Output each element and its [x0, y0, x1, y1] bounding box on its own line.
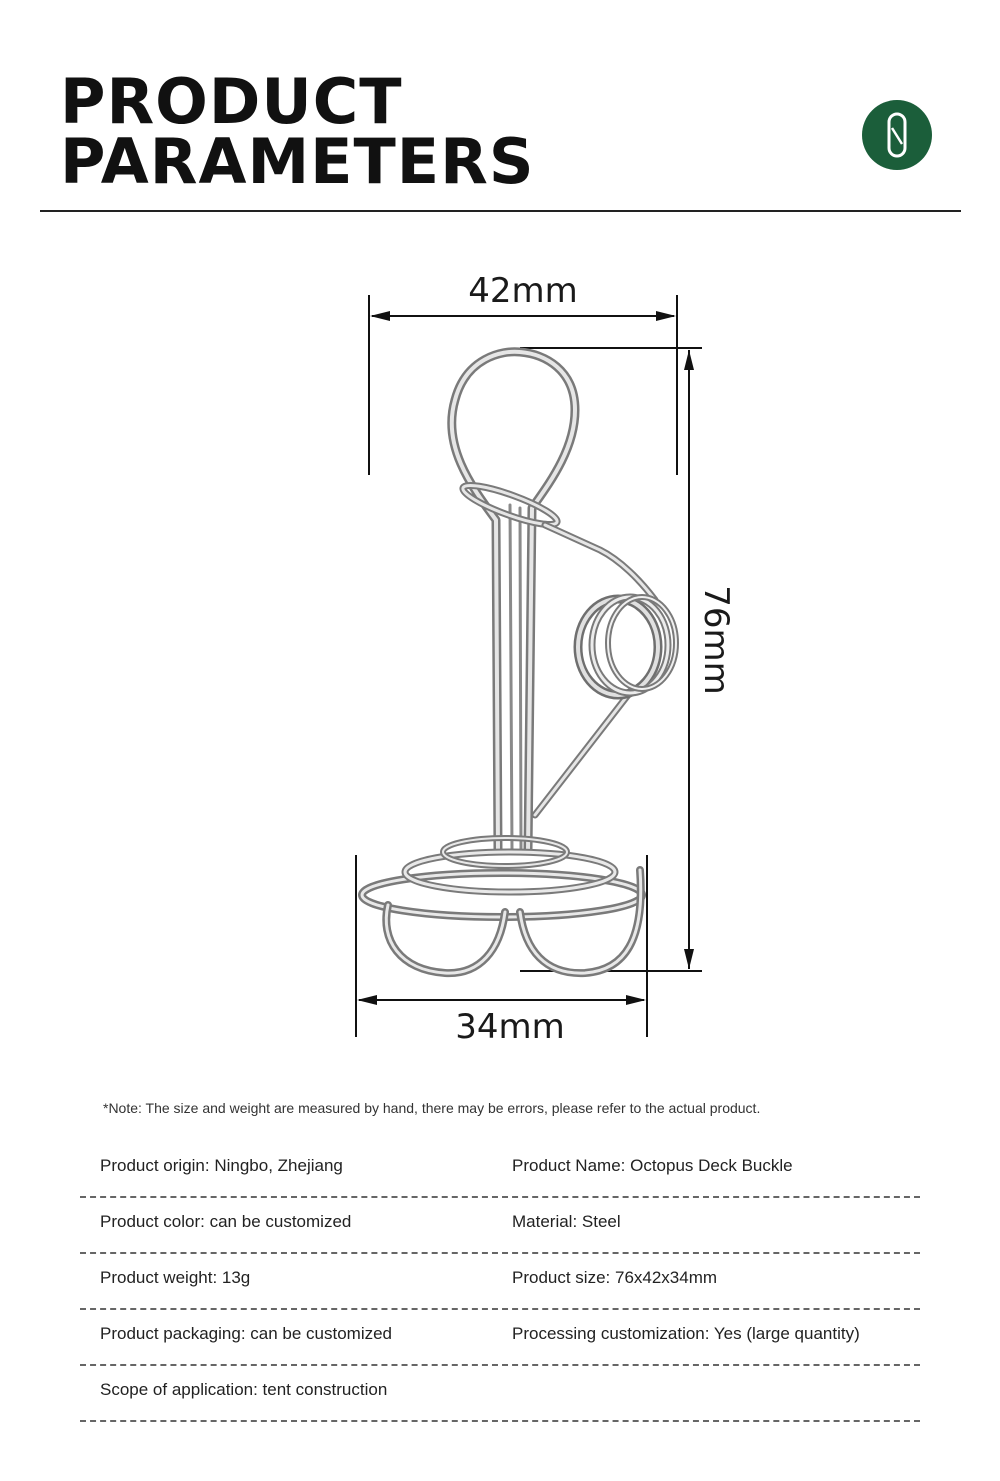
spec-application: Scope of application: tent construction: [100, 1380, 388, 1399]
measurement-note: *Note: The size and weight are measured by hand, there may be errors, please refer to the actual product.: [103, 1100, 761, 1116]
spec-row: [80, 1196, 920, 1254]
header-divider: [40, 210, 961, 212]
spec-material: Material: Steel: [512, 1212, 621, 1231]
brand-logo: [862, 100, 932, 170]
product-dimension-diagram: [0, 240, 1000, 1060]
title-line-2: PARAMETERS: [60, 125, 535, 198]
spec-color: Product color: can be customized: [100, 1212, 352, 1231]
carabiner-logo-icon: [862, 100, 932, 170]
spec-row: [80, 1140, 920, 1198]
spec-weight: Product weight: 13g: [100, 1268, 251, 1287]
spec-size: Product size: 76x42x34mm: [512, 1268, 718, 1287]
spec-packaging: Product packaging: can be customized: [100, 1324, 393, 1343]
spec-row: [80, 1364, 920, 1422]
spec-row: [80, 1252, 920, 1310]
base-label: 34mm: [455, 1007, 565, 1047]
width-label: 42mm: [468, 271, 578, 311]
height-label: 76mm: [696, 585, 736, 695]
spec-customization: Processing customization: Yes (large quantity): [512, 1324, 860, 1343]
page-title: [60, 65, 535, 198]
title-line-1: PRODUCT: [60, 65, 403, 138]
spec-product-name: Product Name: Octopus Deck Buckle: [512, 1156, 793, 1175]
spec-row: [80, 1308, 920, 1366]
width-dimension: [369, 295, 677, 475]
deck-buckle-illustration: [362, 352, 676, 973]
spec-origin: Product origin: Ningbo, Zhejiang: [100, 1156, 343, 1175]
